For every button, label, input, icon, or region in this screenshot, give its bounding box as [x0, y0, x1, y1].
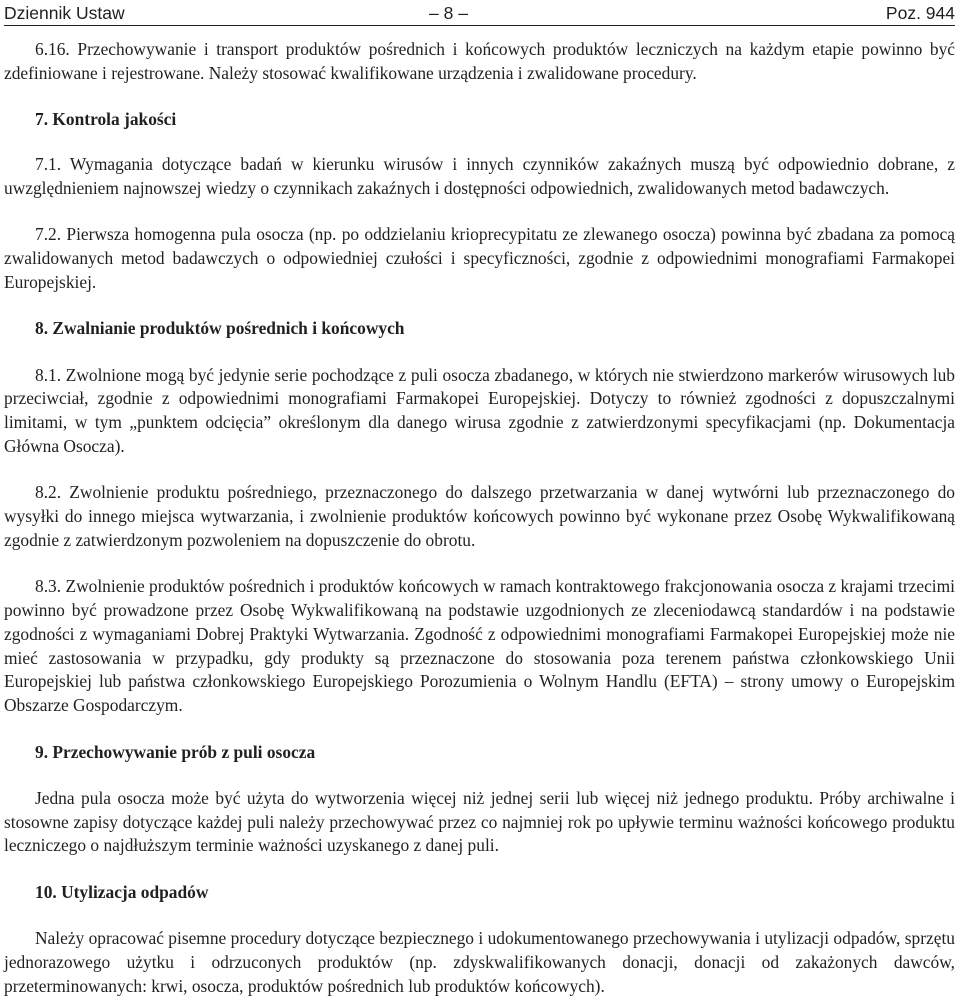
section-heading-8: 8. Zwalnianie produktów pośrednich i końcowych — [35, 318, 405, 339]
header-divider — [4, 25, 955, 26]
document-body — [4, 38, 955, 998]
section-heading-10: 10. Utylizacja odpadów — [35, 881, 209, 902]
paragraph-7-2: 7.2. Pierwsza homogenna pula osocza (np. po oddzielaniu krioprecypitatu ze zlewanego osocza) powinna być zbadana za pomocą zwalidowanych metod badawczych o odpowiedniej czułości i specyficzności, zgodnie z odpowiednimi monografiami Farmakopei Europejskiej. — [4, 224, 955, 293]
position-number: Poz. 944 — [885, 3, 955, 23]
paragraph-9: Jedna pula osocza może być użyta do wytworzenia więcej niż jednej serii lub więcej niż jednego produktu. Próby archiwalne i stosowne zapisy dotyczące każdej puli należy przechowywać przez co najmniej rok po upływie terminu ważności końcowego produktu leczniczego o najdłuższym terminie ważności uzyskanego z danej puli. — [4, 787, 955, 856]
section-heading-9: 9. Przechowywanie prób z puli osocza — [35, 741, 316, 762]
paragraph-7-1: 7.1. Wymagania dotyczące badań w kierunku wirusów i innych czynników zakaźnych muszą być odpowiednio dobrane, z uwzględnieniem najnowszej wiedzy o czynnikach zakaźnych i dostępności odpowiednich, zwalidowanych metod badawczych. — [4, 154, 955, 199]
page-number: – 8 – — [429, 3, 468, 23]
paragraph-6-16: 6.16. Przechowywanie i transport produktów pośrednich i końcowych produktów leczniczych na każdym etapie powinno być zdefiniowane i rejestrowane. Należy stosować kwalifikowane urządzenia i zwalidowane procedury. — [4, 39, 955, 83]
paragraph-8-2: 8.2. Zwolnienie produktu pośredniego, przeznaczonego do dalszego przetwarzania w danej wytwórni lub przeznaczonego do wysyłki do innego miejsca wytwarzania, i zwolnienie produktów końcowych powinno być wykonane przez Osobę Wykwalifikowaną zgodnie z zatwierdzonym pozwoleniem na dopuszczenie do obrotu. — [4, 482, 955, 550]
journal-title: Dziennik Ustaw — [4, 3, 125, 23]
paragraph-8-1: 8.1. Zwolnione mogą być jedynie serie pochodzące z puli osocza zbadanego, w których nie stwierdzono markerów wirusowych lub przeciwciał, zgodnie z odpowiednimi monografiami Farmakopei Europejskiej. Dotyczy to również zgodności z dopuszczalnymi limitami, w tym „punktem odcięcia” określonym dla danego wirusa zgodnie z zatwierdzonymi specyfikacjami (np. Dokumentacja Główna Osocza). — [4, 364, 955, 457]
section-heading-7: 7. Kontrola jakości — [35, 108, 177, 129]
paragraph-8-3: 8.3. Zwolnienie produktów pośrednich i produktów końcowych w ramach kontraktowego frakcjonowania osocza z krajami trzecimi powinno być prowadzone przez Osobę Wykwalifikowaną na podstawie uzgodnionych ze zleceniodawcą standardów i na podstawie zgodności z wymaganiami Dobrej Praktyki Wytwarzania. Zgodność z odpowiednimi monografiami Farmakopei Europejskiej może nie mieć zastosowania w przypadku, gdy produkty są przeznaczone do stosowania poza terenem państwa członkowskiego Unii Europejskiej lub państwa członkowskiego Europejskiego Porozumienia o Wolnym Handlu (EFTA) – strony umowy o Europejskim Obszarze Gospodarczym. — [4, 576, 955, 716]
paragraph-10: Należy opracować pisemne procedury dotyczące bezpiecznego i udokumentowanego przechowywania i utylizacji odpadów, sprzętu jednorazowego użytku i odrzuconych produktów (np. zdyskwalifikowanych donacji, donacji od zakażonych dawców, przeterminowanych: krwi, osocza, produktów pośrednich lub produktów końcowych). — [4, 928, 955, 996]
